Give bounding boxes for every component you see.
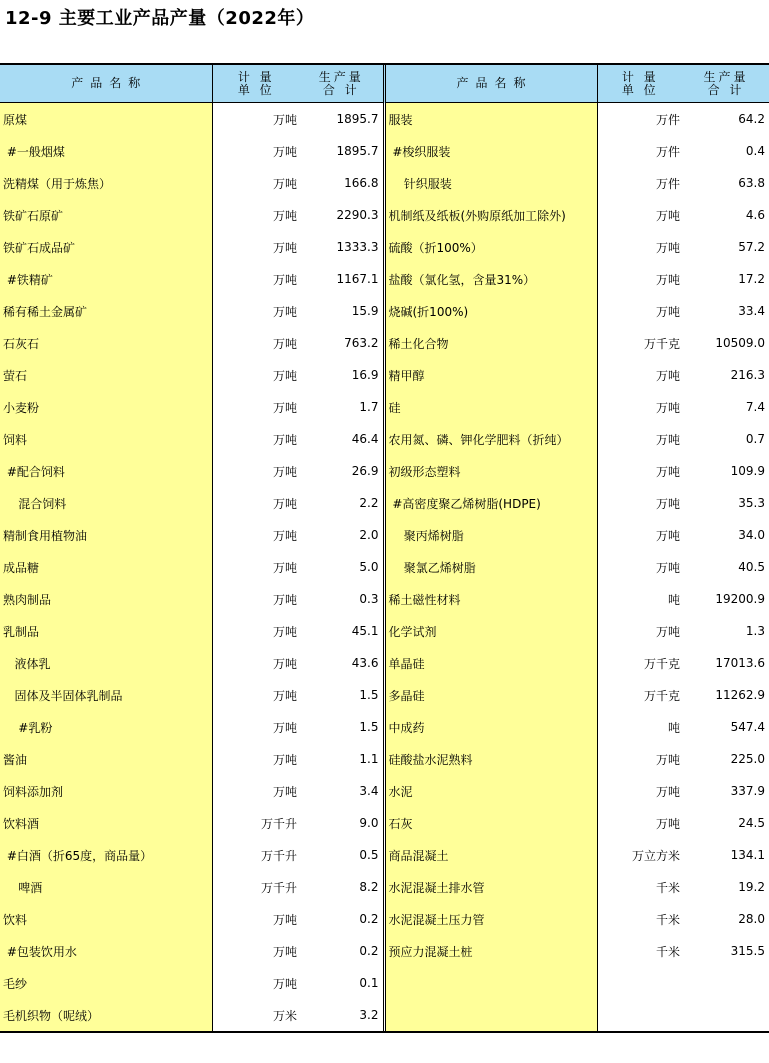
unit-right: 万吨 bbox=[655, 784, 680, 799]
value-left: 9.0 bbox=[300, 807, 384, 839]
table-row bbox=[0, 967, 769, 999]
value-left: 0.5 bbox=[300, 839, 384, 871]
value-left: 8.2 bbox=[300, 871, 384, 903]
product-name-left: 萤石 bbox=[0, 359, 212, 391]
unit-right: 万件 bbox=[655, 144, 680, 159]
value-left: 763.2 bbox=[300, 327, 384, 359]
unit-left: 万吨 bbox=[272, 464, 297, 479]
product-name-right: 聚氯乙烯树脂 bbox=[384, 551, 597, 583]
product-name-right: 硅 bbox=[384, 391, 597, 423]
unit-left: 万吨 bbox=[272, 624, 297, 639]
product-name-left: 铁矿石成品矿 bbox=[0, 231, 212, 263]
unit-right: 万吨 bbox=[655, 560, 680, 575]
product-name-right: 水泥 bbox=[384, 775, 597, 807]
value-right: 0.7 bbox=[745, 432, 765, 446]
header-value-left: 生产量 合 计 bbox=[300, 65, 384, 103]
unit-right: 万吨 bbox=[655, 368, 680, 383]
unit-left: 万吨 bbox=[272, 272, 297, 287]
header-unit-right: 计 量 单 位 bbox=[597, 65, 683, 103]
value-left: 2290.3 bbox=[300, 199, 384, 231]
unit-right: 吨 bbox=[667, 720, 680, 735]
value-left: 1333.3 bbox=[300, 231, 384, 263]
product-name-left: #铁精矿 bbox=[0, 263, 212, 295]
value-right: 64.2 bbox=[738, 112, 765, 126]
table-row bbox=[0, 775, 769, 807]
value-right: 17.2 bbox=[738, 272, 765, 286]
unit-left: 万吨 bbox=[272, 368, 297, 383]
value-left: 3.4 bbox=[300, 775, 384, 807]
unit-left: 万吨 bbox=[272, 656, 297, 671]
product-name-left: 石灰石 bbox=[0, 327, 212, 359]
product-name-left: 小麦粉 bbox=[0, 391, 212, 423]
product-name-left: 固体及半固体乳制品 bbox=[0, 679, 212, 711]
table-row bbox=[0, 455, 769, 487]
page-title: 12-9 主要工业产品产量（2022年） bbox=[5, 8, 315, 29]
unit-left: 万吨 bbox=[272, 976, 297, 991]
value-right: 225.0 bbox=[730, 752, 765, 766]
value-left: 5.0 bbox=[300, 551, 384, 583]
value-left: 26.9 bbox=[300, 455, 384, 487]
product-name-right: 盐酸（氯化氢，含量31%） bbox=[384, 263, 597, 295]
product-name-left: 铁矿石原矿 bbox=[0, 199, 212, 231]
unit-left: 万千升 bbox=[260, 848, 297, 863]
value-right bbox=[683, 967, 769, 999]
value-left: 0.3 bbox=[300, 583, 384, 615]
product-name-left: 啤酒 bbox=[0, 871, 212, 903]
production-table bbox=[0, 65, 769, 1031]
value-right: 0.4 bbox=[745, 144, 765, 158]
unit-right: 千米 bbox=[655, 912, 680, 927]
unit-left: 万吨 bbox=[272, 720, 297, 735]
header-value-right: 生产量 合 计 bbox=[683, 65, 769, 103]
product-name-left: #白酒（折65度，商品量） bbox=[0, 839, 212, 871]
unit-right: 万吨 bbox=[655, 400, 680, 415]
product-name-right: 单晶硅 bbox=[384, 647, 597, 679]
value-left: 0.2 bbox=[300, 903, 384, 935]
value-left: 16.9 bbox=[300, 359, 384, 391]
unit-right: 万吨 bbox=[655, 304, 680, 319]
unit-left: 万吨 bbox=[272, 208, 297, 223]
table-row bbox=[0, 103, 769, 136]
product-name-right: #梭织服装 bbox=[384, 135, 597, 167]
value-left: 166.8 bbox=[300, 167, 384, 199]
value-left: 1895.7 bbox=[300, 135, 384, 167]
product-name-right: 硫酸（折100%） bbox=[384, 231, 597, 263]
value-right: 24.5 bbox=[738, 816, 765, 830]
value-left: 45.1 bbox=[300, 615, 384, 647]
table-row bbox=[0, 487, 769, 519]
unit-right: 万件 bbox=[655, 176, 680, 191]
value-right: 34.0 bbox=[738, 528, 765, 542]
product-name-right: 稀土化合物 bbox=[384, 327, 597, 359]
unit-right: 万吨 bbox=[655, 624, 680, 639]
table-row bbox=[0, 583, 769, 615]
value-right: 1.3 bbox=[745, 624, 765, 638]
value-left: 43.6 bbox=[300, 647, 384, 679]
value-right: 109.9 bbox=[730, 464, 765, 478]
product-name-right: 稀土磁性材料 bbox=[384, 583, 597, 615]
product-name-left: #一般烟煤 bbox=[0, 135, 212, 167]
table-row bbox=[0, 359, 769, 391]
product-name-right: 预应力混凝土桩 bbox=[384, 935, 597, 967]
product-name-right: 多晶硅 bbox=[384, 679, 597, 711]
value-right: 63.8 bbox=[738, 176, 765, 190]
unit-left: 万米 bbox=[272, 1008, 297, 1023]
unit-right: 万吨 bbox=[655, 208, 680, 223]
value-right: 40.5 bbox=[738, 560, 765, 574]
product-name-right: 化学试剂 bbox=[384, 615, 597, 647]
unit-left: 万吨 bbox=[272, 240, 297, 255]
product-name-left: 成品糖 bbox=[0, 551, 212, 583]
product-name-right: 商品混凝土 bbox=[384, 839, 597, 871]
table-row bbox=[0, 199, 769, 231]
unit-right: 万千克 bbox=[643, 688, 680, 703]
product-name-left: 毛纱 bbox=[0, 967, 212, 999]
unit-left: 万吨 bbox=[272, 400, 297, 415]
unit-left: 万吨 bbox=[272, 336, 297, 351]
unit-right: 万吨 bbox=[655, 240, 680, 255]
table-row bbox=[0, 903, 769, 935]
product-name-right: 聚丙烯树脂 bbox=[384, 519, 597, 551]
product-name-left: 洗精煤（用于炼焦） bbox=[0, 167, 212, 199]
value-left: 46.4 bbox=[300, 423, 384, 455]
value-left: 1.7 bbox=[300, 391, 384, 423]
unit-left: 万吨 bbox=[272, 912, 297, 927]
value-right: 315.5 bbox=[730, 944, 765, 958]
product-name-right: 农用氮、磷、钾化学肥料（折纯） bbox=[384, 423, 597, 455]
value-left: 2.2 bbox=[300, 487, 384, 519]
table-body bbox=[0, 103, 769, 1032]
unit-right bbox=[597, 999, 683, 1031]
product-name-right: 针织服装 bbox=[384, 167, 597, 199]
table-row bbox=[0, 711, 769, 743]
product-name-right: 烧碱(折100%) bbox=[384, 295, 597, 327]
unit-left: 万千升 bbox=[260, 816, 297, 831]
table-row bbox=[0, 935, 769, 967]
unit-left: 万吨 bbox=[272, 592, 297, 607]
value-left: 2.0 bbox=[300, 519, 384, 551]
value-left: 1895.7 bbox=[300, 103, 384, 136]
table-row bbox=[0, 743, 769, 775]
unit-left: 万吨 bbox=[272, 560, 297, 575]
product-name-right: 中成药 bbox=[384, 711, 597, 743]
unit-right: 千米 bbox=[655, 944, 680, 959]
unit-right: 万吨 bbox=[655, 528, 680, 543]
value-right: 337.9 bbox=[730, 784, 765, 798]
product-name-right: 水泥混凝土压力管 bbox=[384, 903, 597, 935]
unit-right bbox=[597, 967, 683, 999]
value-left: 1.1 bbox=[300, 743, 384, 775]
unit-left: 万吨 bbox=[272, 944, 297, 959]
table-row bbox=[0, 231, 769, 263]
production-table-wrapper bbox=[0, 63, 769, 1033]
table-row bbox=[0, 839, 769, 871]
table-row bbox=[0, 551, 769, 583]
table-row bbox=[0, 519, 769, 551]
unit-left: 万吨 bbox=[272, 496, 297, 511]
product-name-left: 饲料添加剂 bbox=[0, 775, 212, 807]
product-name-left: 熟肉制品 bbox=[0, 583, 212, 615]
value-right: 33.4 bbox=[738, 304, 765, 318]
table-row bbox=[0, 615, 769, 647]
product-name-left: 原煤 bbox=[0, 103, 212, 136]
value-right: 10509.0 bbox=[715, 336, 765, 350]
table-row bbox=[0, 647, 769, 679]
table-row bbox=[0, 167, 769, 199]
value-right: 19.2 bbox=[738, 880, 765, 894]
unit-left: 万吨 bbox=[272, 688, 297, 703]
product-name-left: 乳制品 bbox=[0, 615, 212, 647]
product-name-left: #配合饲料 bbox=[0, 455, 212, 487]
table-row bbox=[0, 999, 769, 1031]
value-left: 1.5 bbox=[300, 711, 384, 743]
value-right: 216.3 bbox=[730, 368, 765, 382]
value-right: 11262.9 bbox=[715, 688, 765, 702]
product-name-right: 机制纸及纸板(外购原纸加工除外) bbox=[384, 199, 597, 231]
unit-left: 万吨 bbox=[272, 144, 297, 159]
value-left: 0.1 bbox=[300, 967, 384, 999]
product-name-left: 饮料酒 bbox=[0, 807, 212, 839]
product-name-left: 酱油 bbox=[0, 743, 212, 775]
table-row bbox=[0, 295, 769, 327]
product-name-left: 饲料 bbox=[0, 423, 212, 455]
value-right: 547.4 bbox=[730, 720, 765, 734]
unit-right: 万吨 bbox=[655, 816, 680, 831]
value-right: 57.2 bbox=[738, 240, 765, 254]
unit-right: 万千克 bbox=[643, 656, 680, 671]
unit-left: 万千升 bbox=[260, 880, 297, 895]
product-name-left: #包装饮用水 bbox=[0, 935, 212, 967]
unit-right: 吨 bbox=[667, 592, 680, 607]
unit-right: 千米 bbox=[655, 880, 680, 895]
value-right: 7.4 bbox=[745, 400, 765, 414]
value-left: 0.2 bbox=[300, 935, 384, 967]
value-right: 35.3 bbox=[738, 496, 765, 510]
table-row bbox=[0, 871, 769, 903]
table-row bbox=[0, 327, 769, 359]
value-left: 15.9 bbox=[300, 295, 384, 327]
unit-left: 万吨 bbox=[272, 432, 297, 447]
table-row bbox=[0, 135, 769, 167]
product-name-right: 精甲醇 bbox=[384, 359, 597, 391]
product-name-right: #高密度聚乙烯树脂(HDPE) bbox=[384, 487, 597, 519]
product-name-left: 饮料 bbox=[0, 903, 212, 935]
unit-right: 万吨 bbox=[655, 464, 680, 479]
header-product-name-left: 产品名称 bbox=[0, 65, 212, 103]
table-header bbox=[0, 65, 769, 103]
unit-right: 万吨 bbox=[655, 752, 680, 767]
product-name-right bbox=[384, 967, 597, 999]
table-row bbox=[0, 807, 769, 839]
product-name-left: 稀有稀土金属矿 bbox=[0, 295, 212, 327]
product-name-right: 硅酸盐水泥熟料 bbox=[384, 743, 597, 775]
product-name-right: 石灰 bbox=[384, 807, 597, 839]
product-name-right bbox=[384, 999, 597, 1031]
value-right bbox=[683, 999, 769, 1031]
product-name-right: 水泥混凝土排水管 bbox=[384, 871, 597, 903]
unit-left: 万吨 bbox=[272, 304, 297, 319]
product-name-left: 精制食用植物油 bbox=[0, 519, 212, 551]
product-name-left: 混合饲料 bbox=[0, 487, 212, 519]
unit-right: 万吨 bbox=[655, 432, 680, 447]
value-right: 17013.6 bbox=[715, 656, 765, 670]
unit-left: 万吨 bbox=[272, 784, 297, 799]
unit-right: 万吨 bbox=[655, 496, 680, 511]
header-unit-left: 计 量 单 位 bbox=[212, 65, 300, 103]
value-right: 28.0 bbox=[738, 912, 765, 926]
product-name-left: #乳粉 bbox=[0, 711, 212, 743]
product-name-left: 毛机织物（呢绒） bbox=[0, 999, 212, 1031]
unit-left: 万吨 bbox=[272, 528, 297, 543]
table-row bbox=[0, 263, 769, 295]
table-row bbox=[0, 423, 769, 455]
value-left: 1.5 bbox=[300, 679, 384, 711]
product-name-right: 初级形态塑料 bbox=[384, 455, 597, 487]
table-row bbox=[0, 679, 769, 711]
unit-right: 万吨 bbox=[655, 272, 680, 287]
value-right: 19200.9 bbox=[715, 592, 765, 606]
product-name-left: 液体乳 bbox=[0, 647, 212, 679]
value-left: 1167.1 bbox=[300, 263, 384, 295]
header-product-name-right: 产品名称 bbox=[384, 65, 597, 103]
unit-right: 万件 bbox=[655, 112, 680, 127]
unit-right: 万千克 bbox=[643, 336, 680, 351]
unit-left: 万吨 bbox=[272, 752, 297, 767]
value-left: 3.2 bbox=[300, 999, 384, 1031]
unit-left: 万吨 bbox=[272, 176, 297, 191]
table-row bbox=[0, 391, 769, 423]
value-right: 134.1 bbox=[730, 848, 765, 862]
product-name-right: 服装 bbox=[384, 103, 597, 136]
unit-left: 万吨 bbox=[272, 112, 297, 127]
value-right: 4.6 bbox=[745, 208, 765, 222]
unit-right: 万立方米 bbox=[631, 848, 680, 863]
